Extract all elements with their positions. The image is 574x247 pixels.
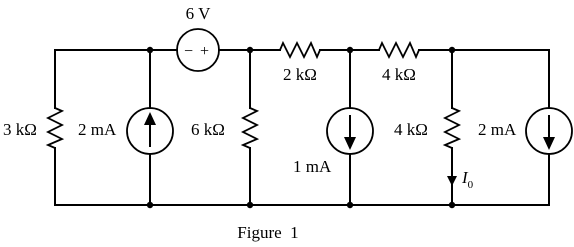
resistor-4k-right-label: 4 kΩ xyxy=(394,120,428,139)
current-source-2ma-down xyxy=(478,108,572,154)
junction-dot xyxy=(247,202,253,208)
current-source-2ma-up xyxy=(78,108,173,154)
junction-dot xyxy=(147,47,153,53)
resistor-2k-label: 2 kΩ xyxy=(283,65,317,84)
resistor-6k-label: 6 kΩ xyxy=(191,120,225,139)
current-source-2ma-up-label: 2 mA xyxy=(78,120,117,139)
resistor-3k-zigzag xyxy=(48,108,62,148)
current-source-1ma-down xyxy=(293,108,373,176)
junction-dot xyxy=(247,47,253,53)
resistor-2k-zigzag xyxy=(280,43,320,57)
resistor-3k xyxy=(3,108,62,148)
voltage-source-plus: + xyxy=(200,43,210,60)
current-source-1ma-down-label: 1 mA xyxy=(293,157,332,176)
resistor-4k-top-label: 4 kΩ xyxy=(382,65,416,84)
resistor-4k-right-zigzag xyxy=(445,108,459,148)
junction-dot xyxy=(347,202,353,208)
voltage-source-label: 6 V xyxy=(185,4,211,23)
junction-dot xyxy=(449,47,455,53)
arrow-down-icon xyxy=(344,137,356,150)
resistor-6k xyxy=(191,108,257,148)
junction-dot xyxy=(449,202,455,208)
junction-dot xyxy=(347,47,353,53)
arrow-down-icon-right xyxy=(543,137,555,150)
arrow-up-icon xyxy=(144,112,156,125)
voltage-source-6v xyxy=(177,4,219,71)
resistor-2k xyxy=(280,43,320,84)
voltage-source-minus: − xyxy=(184,43,194,60)
resistor-4k-top-zigzag xyxy=(379,43,419,57)
i0-arrow-icon xyxy=(447,176,457,186)
junction-dot xyxy=(147,202,153,208)
i0-label: $I_0$ xyxy=(462,168,474,191)
resistor-6k-zigzag xyxy=(243,108,257,148)
resistor-4k-top xyxy=(379,43,419,84)
resistor-3k-label: 3 kΩ xyxy=(3,120,37,139)
figure-caption: Figure 1 xyxy=(237,223,299,242)
current-source-2ma-down-label: 2 mA xyxy=(478,120,517,139)
resistor-4k-right xyxy=(394,108,459,148)
